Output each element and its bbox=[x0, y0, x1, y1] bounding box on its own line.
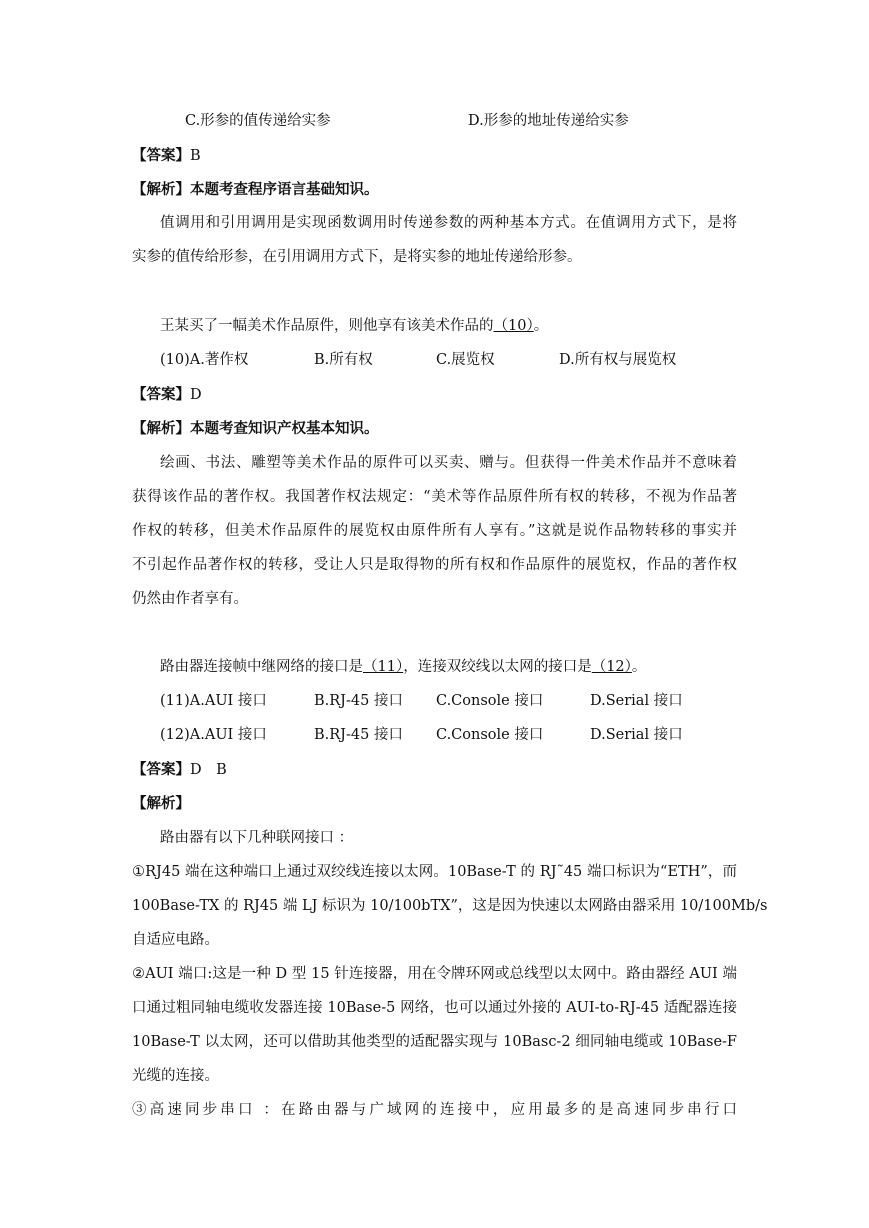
q11-p2-line: 光缆的连接。 bbox=[132, 1068, 219, 1084]
stem-text: ，连接双绞线以太网的接口是 bbox=[403, 659, 592, 675]
q10-analysis-line: 不引起作品著作权的转移，受让人只是取得物的所有权和作品原件的展览权，作品的著作权 bbox=[132, 557, 737, 573]
q10-option-b: B.所有权 bbox=[314, 352, 373, 368]
q11-p1-line: 自适应电路。 bbox=[132, 932, 219, 948]
analysis-label: 【解析】 bbox=[132, 182, 190, 198]
q10-option-c: C.展览权 bbox=[436, 352, 495, 368]
q11-answer bbox=[132, 760, 227, 780]
q12-option-a: (12)A.AUI 接口 bbox=[160, 727, 267, 743]
q12-option-d: D.Serial 接口 bbox=[590, 727, 683, 743]
q11-p2-line: 10Base-T 以太网，还可以借助其他类型的适配器实现与 10Basc-2 细同轴电缆或 10Base-F bbox=[132, 1034, 737, 1050]
q11-analysis-label: 【解析】 bbox=[132, 796, 190, 812]
analysis-head: 本题考查程序语言基础知识。 bbox=[190, 182, 379, 198]
q12-option-b: B.RJ-45 接口 bbox=[314, 727, 403, 743]
answer-value: D bbox=[190, 387, 202, 403]
q11-p2-line: 口通过粗同轴电缆收发器连接 10Base-5 网络，也可以通过外接的 AUI-to-RJ-45 适配器连接 bbox=[132, 1000, 737, 1016]
q9-option-c: C.形参的值传递给实参 bbox=[185, 113, 331, 129]
q9-analysis-heading bbox=[132, 180, 379, 200]
q10-analysis-line: 作权的转移，但美术作品原件的展览权由原件所有人享有。”这就是说作品物转移的事实并 bbox=[132, 523, 737, 539]
stem-end: 。 bbox=[631, 659, 647, 675]
blank-12: （12） bbox=[591, 659, 632, 675]
q11-p2-line: ②AUI 端口:这是一种 D 型 15 针连接器，用在令牌环网或总线型以太网中。路由器经 AUI 端 bbox=[132, 966, 737, 982]
q11-option-c: C.Console 接口 bbox=[436, 693, 544, 709]
answer-value: D B bbox=[190, 762, 227, 778]
q9-analysis-line: 值调用和引用调用是实现函数调用时传递参数的两种基本方式。在值调用方式下，是将 bbox=[160, 215, 737, 231]
stem-text: 王某买了一幅美术作品原件，则他享有该美术作品的 bbox=[160, 318, 494, 334]
q11-p3-line: ③高速同步串口 ：在路由器与广域网的连接中，应用最多的是高速同步串行口 bbox=[132, 1102, 737, 1118]
blank-11: （11） bbox=[363, 659, 404, 675]
q11-p1-line: ①RJ45 端在这种端口上通过双绞线连接以太网。10Base-T 的 RJ˜45 端口标识为“ETH”，而 bbox=[132, 864, 737, 880]
q11-p1-line: 100Base-TX 的 RJ45 端 LJ 标识为 10/100bTX”，这是因为快速以太网路由器采用 10/100Mb/s bbox=[132, 898, 768, 914]
q10-analysis-line: 获得该作品的著作权。我国著作权法规定：“美术等作品原件所有权的转移，不视为作品著 bbox=[132, 489, 737, 505]
q10-option-d: D.所有权与展览权 bbox=[559, 352, 677, 368]
q10-option-a: (10)A.著作权 bbox=[160, 352, 249, 368]
answer-label: 【答案】 bbox=[132, 148, 190, 164]
q12-option-c: C.Console 接口 bbox=[436, 727, 544, 743]
stem-text: 路由器连接帧中继网络的接口是 bbox=[160, 659, 363, 675]
stem-end: 。 bbox=[533, 318, 549, 334]
analysis-head: 本题考查知识产权基本知识。 bbox=[190, 421, 379, 437]
q11-option-a: (11)A.AUI 接口 bbox=[160, 693, 267, 709]
blank-10: （10） bbox=[493, 318, 534, 334]
q10-answer bbox=[132, 385, 202, 405]
answer-value: B bbox=[190, 148, 201, 164]
answer-label: 【答案】 bbox=[132, 762, 190, 778]
q10-analysis-line: 仍然由作者享有。 bbox=[132, 591, 248, 607]
q10-stem bbox=[160, 316, 548, 336]
q9-answer bbox=[132, 146, 201, 166]
q10-analysis-line: 绘画、书法、雕塑等美术作品的原件可以买卖、赠与。但获得一件美术作品并不意味着 bbox=[160, 455, 737, 471]
q11-option-d: D.Serial 接口 bbox=[590, 693, 683, 709]
q11-intro: 路由器有以下几种联网接口 ： bbox=[160, 830, 354, 846]
q11-stem bbox=[160, 657, 646, 677]
q9-option-d: D.形参的地址传递给实参 bbox=[468, 113, 629, 129]
answer-label: 【答案】 bbox=[132, 387, 190, 403]
q9-analysis-line: 实参的值传给形参，在引用调用方式下，是将实参的地址传递给形参。 bbox=[132, 249, 582, 265]
q11-option-b: B.RJ-45 接口 bbox=[314, 693, 403, 709]
analysis-label: 【解析】 bbox=[132, 421, 190, 437]
q10-analysis-heading bbox=[132, 419, 379, 439]
